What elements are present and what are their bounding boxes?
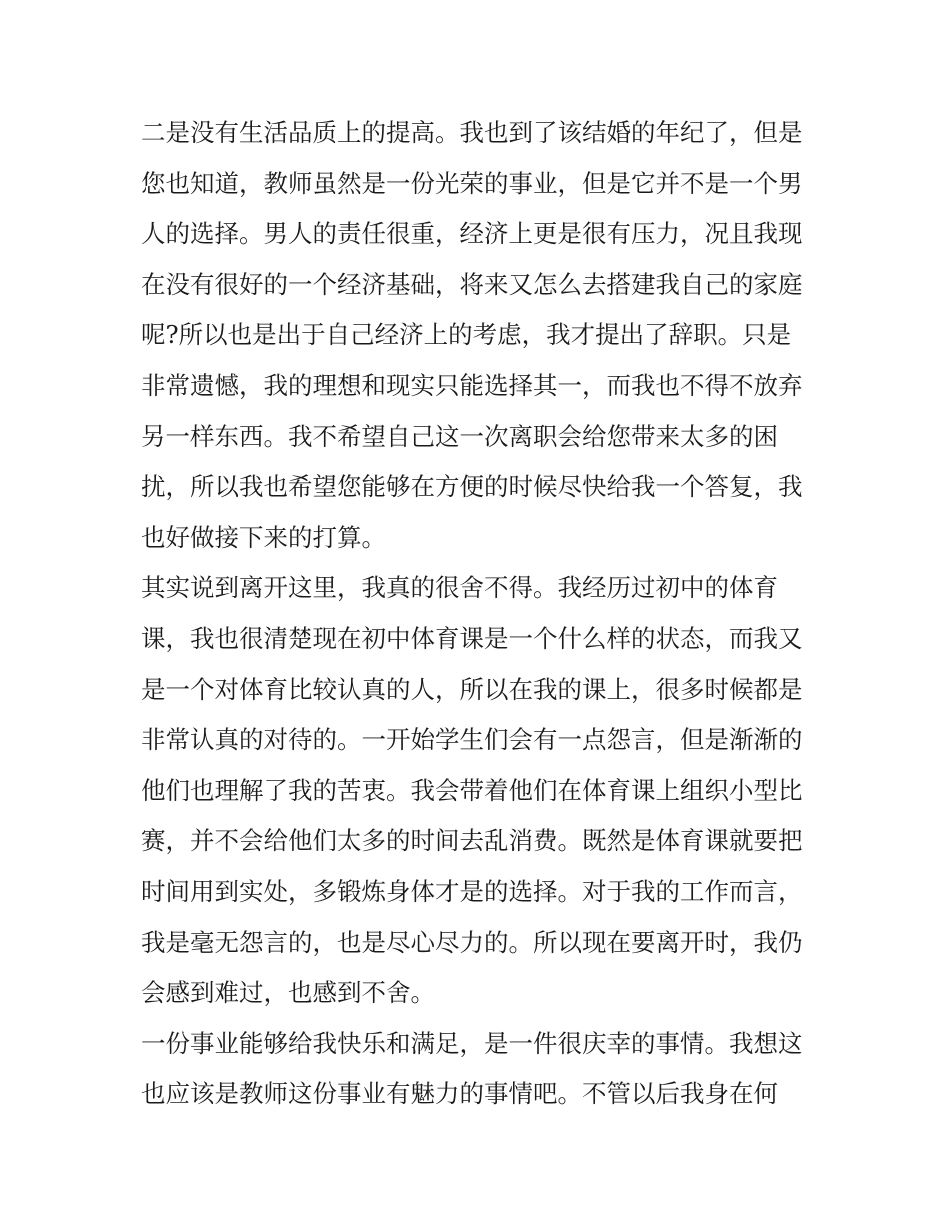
- text-line: 赛，并不会给他们太多的时间去乱消费。既然是体育课就要把: [141, 826, 803, 856]
- text-line: 时间用到实处，多锻炼身体才是的选择。对于我的工作而言，: [141, 876, 803, 906]
- text-line: 课，我也很清楚现在初中体育课是一个什么样的状态，而我又: [141, 623, 803, 653]
- document-body: [141, 108, 821, 1120]
- text-line: 是一个对体育比较认真的人，所以在我的课上，很多时候都是: [141, 674, 803, 704]
- text-line: 在没有很好的一个经济基础，将来又怎么去搭建我自己的家庭: [141, 269, 803, 299]
- text-line: 其实说到离开这里，我真的很舍不得。我经历过初中的体育: [141, 573, 778, 603]
- text-line: 一份事业能够给我快乐和满足，是一件很庆幸的事情。我想这: [141, 1028, 803, 1058]
- text-line: 也好做接下来的打算。: [141, 522, 386, 552]
- text-line: 会感到难过，也感到不舍。: [141, 978, 435, 1008]
- text-line: 我是毫无怨言的，也是尽心尽力的。所以现在要离开时，我仍: [141, 927, 803, 957]
- text-line: 人的选择。男人的责任很重，经济上更是很有压力，况且我现: [141, 219, 803, 249]
- text-line: 他们也理解了我的苦衷。我会带着他们在体育课上组织小型比: [141, 775, 803, 805]
- text-line: 非常认真的对待的。一开始学生们会有一点怨言，但是渐渐的: [141, 725, 803, 755]
- text-line: 扰，所以我也希望您能够在方便的时候尽快给我一个答复，我: [141, 472, 803, 502]
- text-line: 二是没有生活品质上的提高。我也到了该结婚的年纪了，但是: [141, 118, 803, 147]
- text-line: 您也知道，教师虽然是一份光荣的事业，但是它并不是一个男: [141, 168, 803, 198]
- text-line: 呢?所以也是出于自己经济上的考虑，我才提出了辞职。只是: [141, 320, 792, 350]
- text-line: 也应该是教师这份事业有魅力的事情吧。不管以后我身在何: [141, 1079, 778, 1109]
- text-line: 非常遗憾，我的理想和现实只能选择其一，而我也不得不放弃: [141, 370, 803, 400]
- text-line: 另一样东西。我不希望自己这一次离职会给您带来太多的困: [141, 421, 778, 451]
